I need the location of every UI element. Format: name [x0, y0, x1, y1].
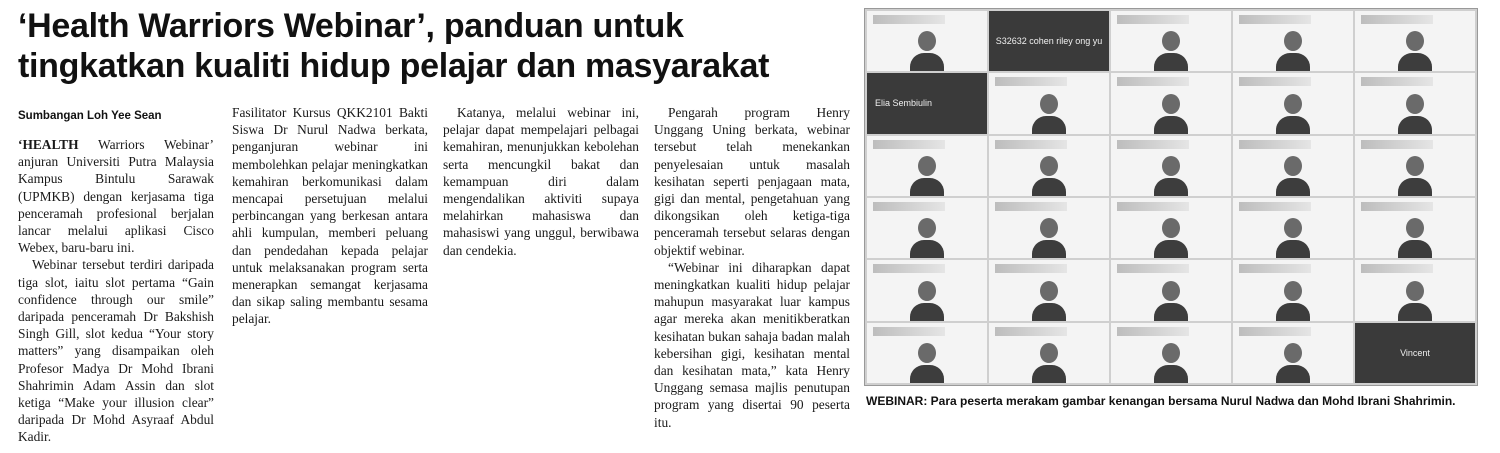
- participant-tile: [989, 73, 1109, 133]
- participant-tile: [989, 260, 1109, 320]
- article-column-1: [18, 136, 214, 446]
- participant-tile: [867, 260, 987, 320]
- virtual-background-banner: [1239, 140, 1311, 149]
- virtual-background-banner: [995, 327, 1067, 336]
- participant-tile: [867, 323, 987, 383]
- participant-silhouette: [1032, 281, 1066, 321]
- article-headline: [18, 6, 838, 86]
- participant-tile: [989, 136, 1109, 196]
- participant-tile: [867, 73, 987, 133]
- participant-tile: [1355, 260, 1475, 320]
- participant-tile: [1355, 198, 1475, 258]
- participant-silhouette: [1276, 31, 1310, 71]
- participant-name: Vincent: [1400, 347, 1430, 358]
- virtual-background-banner: [873, 327, 945, 336]
- participant-tile: [1355, 323, 1475, 383]
- participant-silhouette: [1276, 281, 1310, 321]
- participant-tile: [1111, 198, 1231, 258]
- article-paragraph-1: ‘HEALTH Warriors Webinar’ anjuran Universiti Putra Malaysia Kampus Bintulu Sarawak (UPMKB) dengan kerjasama tiga penceramah profesional berjalan lancar melalui aplikasi Cisco Webex, baru-baru ini.: [18, 137, 214, 256]
- byline: Sumbangan Loh Yee Sean: [18, 110, 162, 122]
- participant-silhouette: [1398, 281, 1432, 321]
- virtual-background-banner: [1117, 77, 1189, 86]
- participant-silhouette: [1398, 31, 1432, 71]
- participant-tile: [1111, 323, 1231, 383]
- participant-tile: [1111, 73, 1231, 133]
- participant-tile: [1111, 136, 1231, 196]
- participant-silhouette: [1154, 94, 1188, 134]
- virtual-background-banner: [1361, 77, 1433, 86]
- participant-silhouette: [910, 343, 944, 383]
- participant-tile: [1233, 260, 1353, 320]
- participant-name: S32632 cohen riley ong yu: [995, 36, 1103, 47]
- participant-silhouette: [1398, 218, 1432, 258]
- virtual-background-banner: [1117, 264, 1189, 273]
- participant-silhouette: [1032, 94, 1066, 134]
- photo-caption: [866, 393, 1478, 409]
- article-paragraph-4: Katanya, melalui webinar ini, pelajar dapat mempelajari pelbagai kemahiran, menunjukkan kebolehan serta mencungkil bakat dan kemampuan diri dalam mengendalikan aktiviti supaya melahirkan mahasiswa dan mahasiswi yang unggul, berwibawa dan cendekia.: [443, 105, 639, 258]
- article-paragraph-6: “Webinar ini diharapkan dapat meningkatkan kualiti hidup pelajar mahupun masyarakat luar kampus agar mereka akan menitikberatkan kesihatan bukan sahaja badan malah kebersihan gigi, kesihatan mental dan kesihatan mata,” kata Henry Unggang semasa majlis penutupan program yang disertai 90 peserta itu.: [654, 259, 850, 430]
- participant-silhouette: [910, 31, 944, 71]
- virtual-background-banner: [1361, 140, 1433, 149]
- participant-silhouette: [1154, 343, 1188, 383]
- participant-tile: [1355, 73, 1475, 133]
- article-paragraph-3: Fasilitator Kursus QKK2101 Bakti Siswa Dr Nurul Nadwa berkata, penganjuran webinar ini membolehkan pelajar meningkatkan kemahiran berkomunikasi dalam mencapai persetujuan melalui perbincangan yang berkesan antara ahli kumpulan, memberi peluang dan pendedahan kepada pelajar untuk melaksanakan program serta menerapkan semangat kerjasama dan sikap saling membantu sesama pelajar.: [232, 105, 428, 327]
- participant-silhouette: [1032, 156, 1066, 196]
- virtual-background-banner: [1117, 202, 1189, 211]
- article-paragraph-2: Webinar tersebut terdiri daripada tiga slot, iaitu slot pertama “Gain confidence through our smile” daripada penceramah Dr Bakshish Singh Gill, slot kedua “Your story matters” yang disampaikan oleh Profesor Madya Dr Mohd Ibrani Shahrimin Adam Assin dan slot ketiga “Make your illusion clear” daripada Dr Mohd Asyraaf Abdul Kadir.: [18, 257, 214, 445]
- participant-tile: [867, 11, 987, 71]
- virtual-background-banner: [873, 15, 945, 24]
- participant-tile: [989, 323, 1109, 383]
- participant-silhouette: [1276, 156, 1310, 196]
- webinar-photo: [864, 8, 1478, 386]
- article-column-2: [232, 104, 428, 328]
- participant-tile: [1111, 260, 1231, 320]
- participant-silhouette: [1154, 156, 1188, 196]
- article-paragraph-5: Pengarah program Henry Unggang Uning berkata, webinar tersebut telah menekankan penyelesaian untuk masalah kesihatan seperti penjagaan mata, gigi dan mental, pengetahuan yang dikongsikan oleh ketiga-tiga penceramah tersebut selaras dengan objektif webinar.: [654, 105, 850, 258]
- participant-tile: [989, 198, 1109, 258]
- virtual-background-banner: [1117, 327, 1189, 336]
- participant-silhouette: [1154, 31, 1188, 71]
- participant-tile: [1355, 136, 1475, 196]
- caption-label: WEBINAR:: [866, 394, 928, 408]
- virtual-background-banner: [1361, 264, 1433, 273]
- virtual-background-banner: [1117, 140, 1189, 149]
- virtual-background-banner: [1239, 264, 1311, 273]
- virtual-background-banner: [1361, 202, 1433, 211]
- participant-tile: [1233, 73, 1353, 133]
- lead-word: ‘HEALTH: [18, 137, 79, 152]
- virtual-background-banner: [1239, 77, 1311, 86]
- participant-silhouette: [1154, 218, 1188, 258]
- participant-silhouette: [910, 218, 944, 258]
- participant-silhouette: [1276, 343, 1310, 383]
- virtual-background-banner: [1361, 15, 1433, 24]
- participant-silhouette: [1032, 218, 1066, 258]
- participant-name: Elia Sembiulin: [875, 98, 933, 109]
- participant-tile: [1233, 11, 1353, 71]
- virtual-background-banner: [995, 77, 1067, 86]
- participant-silhouette: [910, 156, 944, 196]
- article-column-3: [443, 104, 639, 259]
- participant-tile: [989, 11, 1109, 71]
- participant-silhouette: [1398, 156, 1432, 196]
- virtual-background-banner: [873, 264, 945, 273]
- participant-tile: [1233, 198, 1353, 258]
- headline-line-1: ‘Health Warriors Webinar’, panduan untuk: [18, 7, 684, 45]
- participant-tile: [867, 198, 987, 258]
- caption-text: Para peserta merakam gambar kenangan bersama Nurul Nadwa dan Mohd Ibrani Shahrimin.: [927, 394, 1456, 408]
- virtual-background-banner: [995, 202, 1067, 211]
- participant-silhouette: [1032, 343, 1066, 383]
- virtual-background-banner: [995, 140, 1067, 149]
- participant-tile: [867, 136, 987, 196]
- participant-tile: [1233, 136, 1353, 196]
- participant-silhouette: [1276, 218, 1310, 258]
- participant-silhouette: [1154, 281, 1188, 321]
- participant-tile: [1233, 323, 1353, 383]
- virtual-background-banner: [995, 264, 1067, 273]
- participant-tile: [1111, 11, 1231, 71]
- participant-tile: [1355, 11, 1475, 71]
- virtual-background-banner: [1117, 15, 1189, 24]
- virtual-background-banner: [873, 140, 945, 149]
- participant-silhouette: [1398, 94, 1432, 134]
- virtual-background-banner: [1239, 327, 1311, 336]
- virtual-background-banner: [1239, 15, 1311, 24]
- virtual-background-banner: [1239, 202, 1311, 211]
- participant-silhouette: [910, 281, 944, 321]
- participant-silhouette: [1276, 94, 1310, 134]
- virtual-background-banner: [873, 202, 945, 211]
- article-column-4: [654, 104, 850, 431]
- headline-line-2: tingkatkan kualiti hidup pelajar dan masyarakat: [18, 47, 770, 85]
